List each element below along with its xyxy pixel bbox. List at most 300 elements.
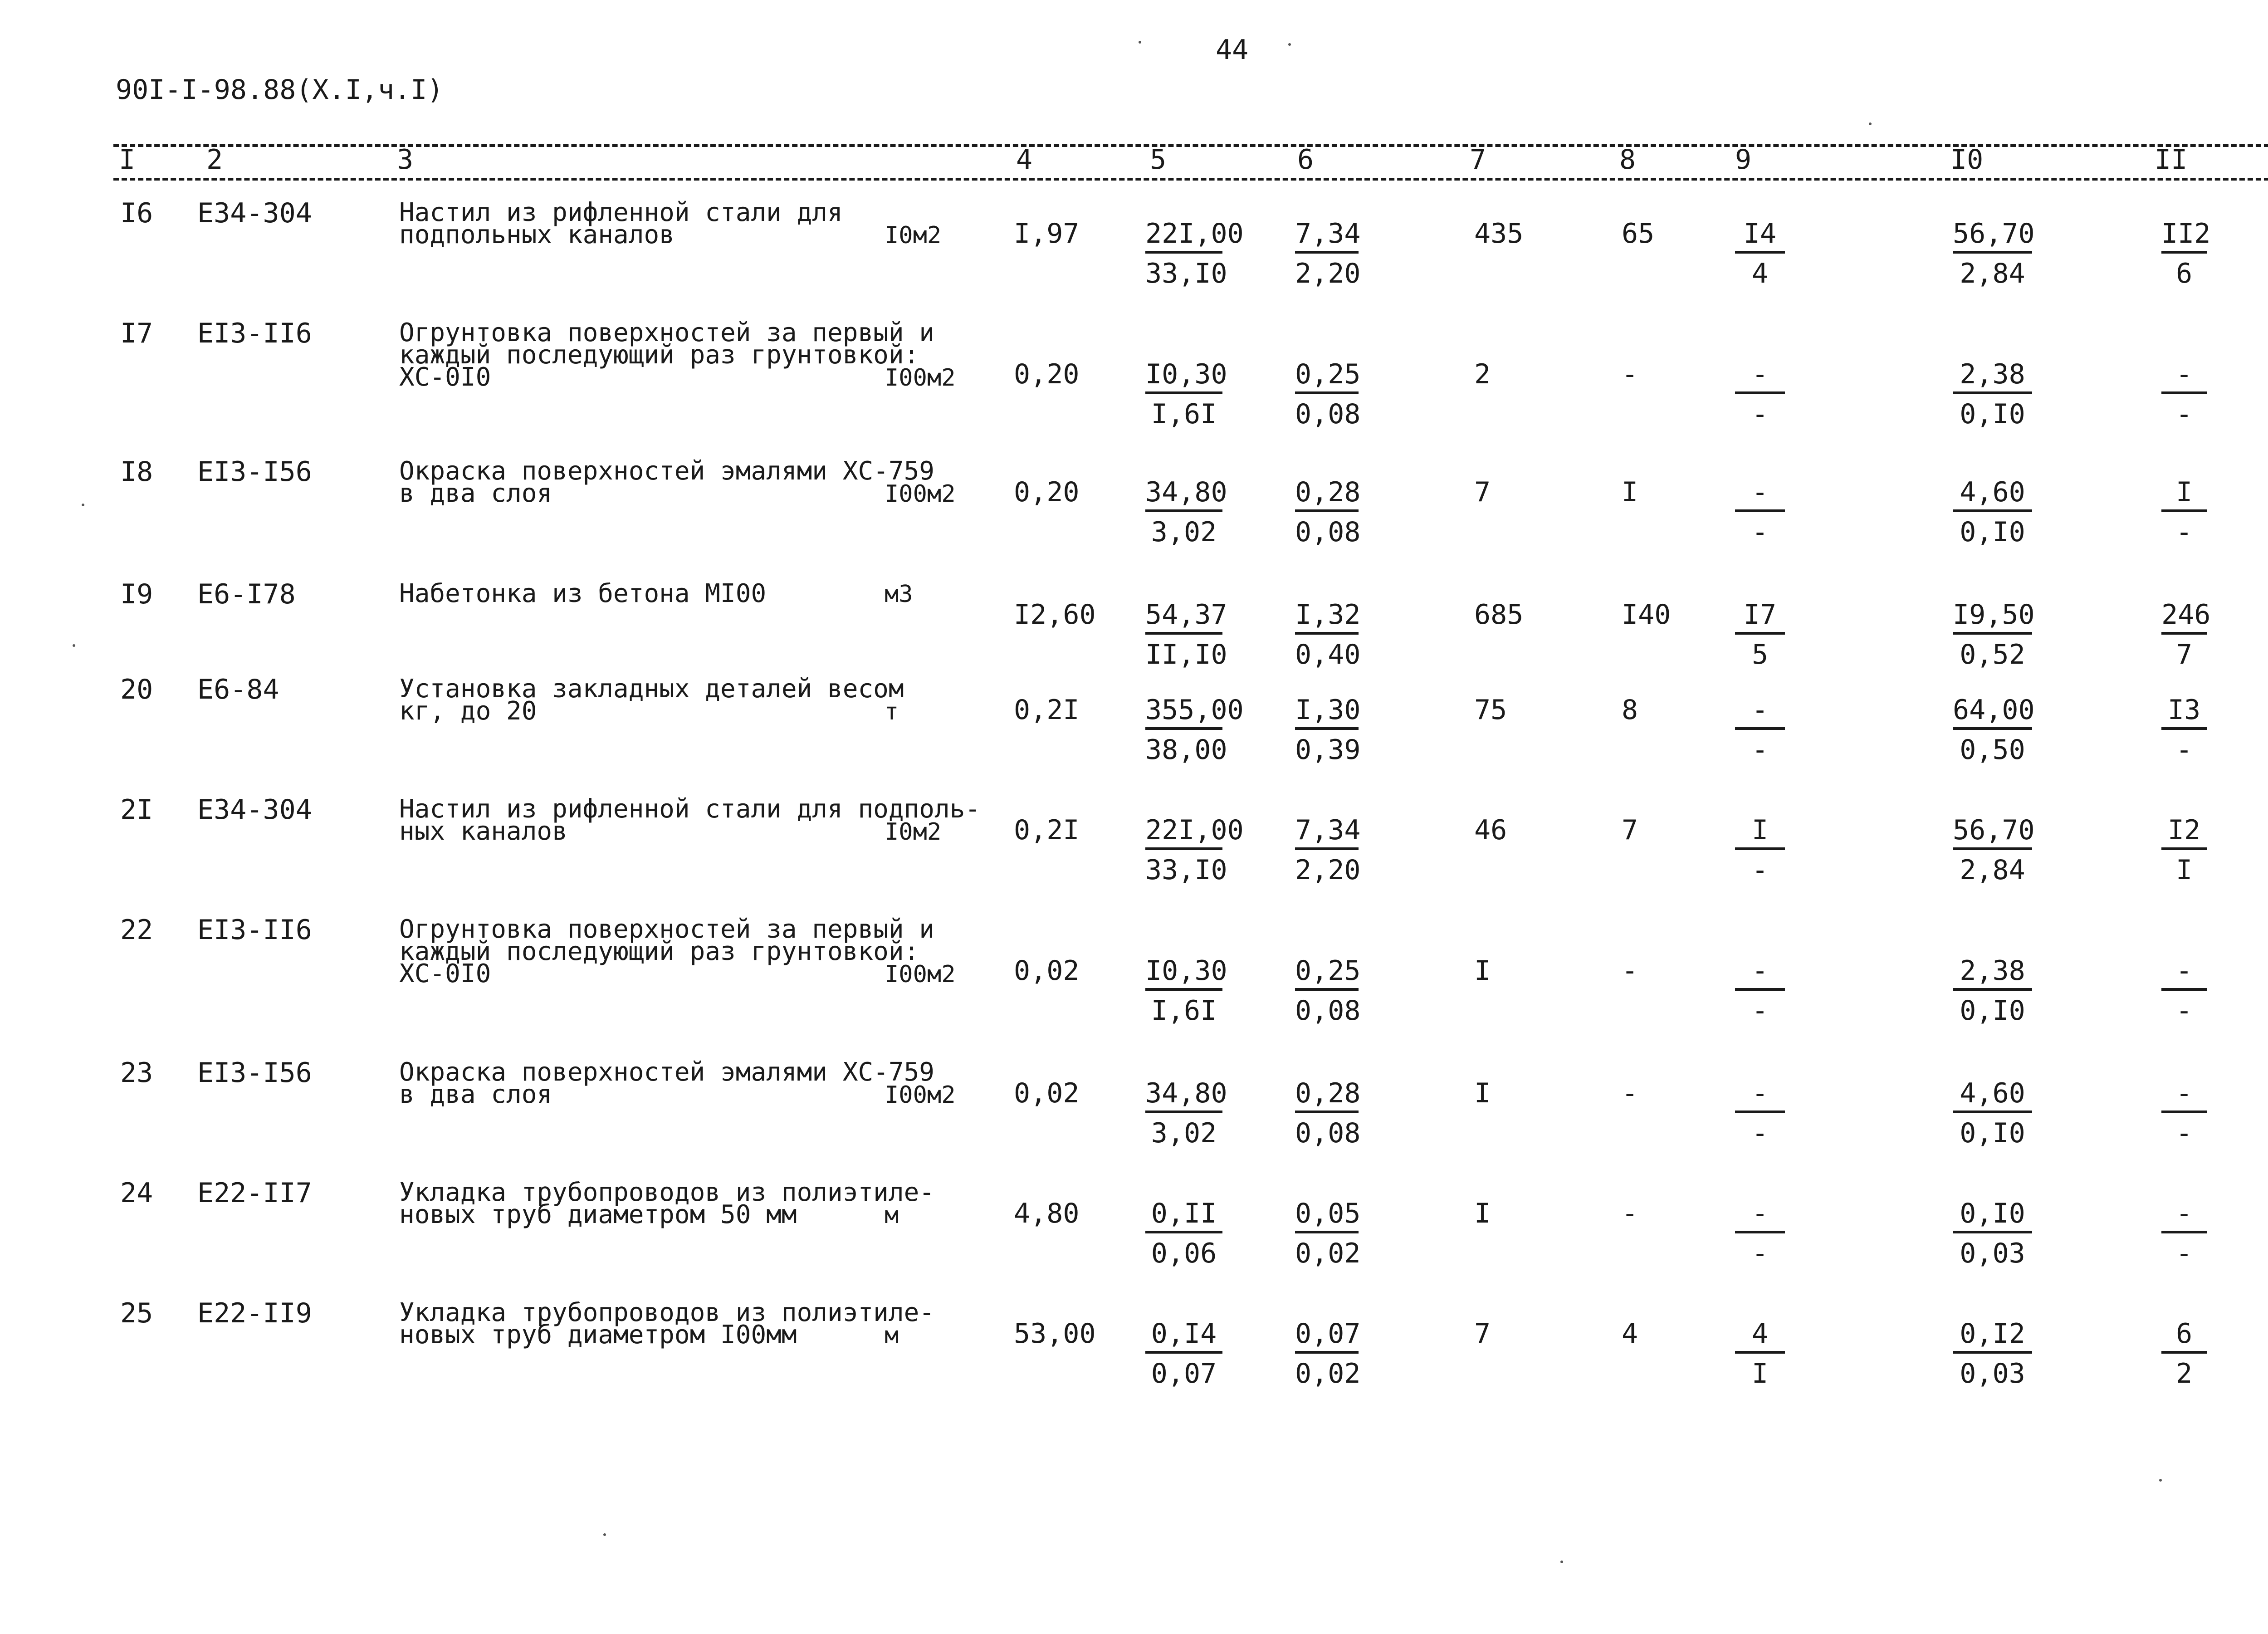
row-number: 20 xyxy=(120,674,153,705)
description-line: в два слоя xyxy=(399,479,552,508)
description-line: Укладка трубопроводов из полиэтиле- xyxy=(399,1178,935,1207)
fraction-denominator: - xyxy=(2175,734,2193,766)
rate-code: E6-84 xyxy=(197,674,279,705)
fraction-numerator: 34,80 xyxy=(1145,476,1227,508)
fraction-bar xyxy=(1295,632,1359,635)
scan-speck xyxy=(603,1533,606,1536)
quantity: 0,20 xyxy=(1014,476,1080,508)
description-line: новых труб диаметром I00мм xyxy=(399,1320,797,1350)
fraction-numerator: 0,28 xyxy=(1295,1077,1361,1109)
fraction-cell-c5 xyxy=(1145,476,1227,548)
unit-of-measure: м xyxy=(885,1202,899,1229)
fraction-bar xyxy=(1735,1111,1785,1113)
fraction-cell-c5 xyxy=(1145,814,1244,886)
scan-speck xyxy=(1288,43,1291,46)
fraction-bar xyxy=(2161,509,2207,512)
fraction-numerator: 4,60 xyxy=(1960,476,2025,508)
description-line: Установка закладных деталей весом xyxy=(399,674,904,704)
scan-speck xyxy=(1560,1561,1563,1563)
work-description xyxy=(399,456,935,508)
fraction-cell-c11 xyxy=(2161,1200,2207,1267)
value-cell-c8: 8 xyxy=(1622,694,1638,726)
fraction-numerator: 56,70 xyxy=(1953,218,2035,250)
fraction-denominator: I xyxy=(2175,854,2193,886)
fraction-cell-c11 xyxy=(2161,694,2207,766)
fraction-numerator: I,30 xyxy=(1295,694,1361,726)
fraction-denominator: 0,06 xyxy=(1151,1238,1217,1269)
fraction-numerator: 22I,00 xyxy=(1145,218,1244,250)
unit-of-measure: I00м2 xyxy=(885,364,956,391)
fraction-cell-c5 xyxy=(1145,1077,1227,1149)
fraction-bar xyxy=(2161,988,2207,991)
fraction-bar xyxy=(1735,391,1785,394)
fraction-bar xyxy=(1295,391,1359,394)
column-header-7: 7 xyxy=(1470,144,1486,176)
work-description xyxy=(399,198,843,250)
fraction-cell-c10 xyxy=(1953,358,2032,430)
fraction-bar xyxy=(2161,847,2207,850)
fraction-bar xyxy=(1735,727,1785,730)
fraction-denominator: - xyxy=(1751,398,1769,430)
unit-of-measure: I00м2 xyxy=(885,480,956,508)
fraction-cell-c6 xyxy=(1295,601,1359,668)
column-header-1: I xyxy=(119,144,136,176)
fraction-cell-c6 xyxy=(1295,814,1361,886)
fraction-numerator: 0,I2 xyxy=(1960,1318,2025,1350)
fraction-cell-c6 xyxy=(1295,358,1361,430)
fraction-numerator: 56,70 xyxy=(1953,814,2035,846)
fraction-denominator: 33,I0 xyxy=(1145,258,1227,289)
value-cell-c8: 65 xyxy=(1622,218,1655,250)
fraction-bar xyxy=(1953,632,2032,635)
description-line: ХС-0I0 xyxy=(399,362,491,392)
fraction-cell-c9 xyxy=(1735,814,1785,886)
fraction-bar xyxy=(1145,251,1222,254)
fraction-bar xyxy=(2161,1111,2207,1113)
fraction-bar xyxy=(2161,251,2207,254)
fraction-cell-c6 xyxy=(1295,955,1361,1027)
fraction-cell-c9 xyxy=(1735,358,1785,430)
fraction-bar xyxy=(1145,1111,1222,1113)
fraction-denominator: I,6I xyxy=(1151,398,1217,430)
fraction-numerator: 0,28 xyxy=(1295,476,1361,508)
fraction-denominator: 2,20 xyxy=(1295,854,1361,886)
value-cell-c8: I xyxy=(1622,476,1638,508)
fraction-bar xyxy=(1953,1111,2032,1113)
fraction-bar xyxy=(2161,391,2207,394)
fraction-cell-c11 xyxy=(2161,955,2207,1027)
fraction-numerator: 355,00 xyxy=(1145,694,1244,726)
description-line: Настил из рифленной стали для подполь- xyxy=(399,794,981,824)
fraction-bar xyxy=(2161,1231,2207,1233)
fraction-denominator: I xyxy=(1751,1358,1769,1389)
fraction-numerator: 0,II xyxy=(1151,1198,1217,1229)
unit-of-measure: I0м2 xyxy=(885,818,942,846)
fraction-bar xyxy=(1735,251,1785,254)
quantity: 0,02 xyxy=(1014,1077,1080,1109)
quantity: 0,2I xyxy=(1014,814,1080,846)
fraction-denominator: - xyxy=(2175,1238,2193,1269)
fraction-denominator: - xyxy=(2175,1117,2193,1149)
fraction-numerator: 246 xyxy=(2161,599,2211,631)
fraction-denominator: 0,02 xyxy=(1295,1238,1361,1269)
fraction-denominator: 2,20 xyxy=(1295,258,1361,289)
fraction-numerator: - xyxy=(2175,1198,2193,1229)
fraction-bar xyxy=(1295,251,1359,254)
value-cell-c7: 46 xyxy=(1474,814,1507,846)
fraction-bar xyxy=(1953,509,2032,512)
value-cell-c7: 435 xyxy=(1474,218,1524,250)
value-cell-c8: I40 xyxy=(1622,599,1671,631)
column-header-8: 8 xyxy=(1619,144,1636,176)
fraction-numerator: - xyxy=(2175,1077,2193,1109)
column-header-4: 4 xyxy=(1016,144,1033,176)
fraction-cell-c11 xyxy=(2161,358,2207,430)
fraction-denominator: - xyxy=(1751,734,1769,766)
unit-of-measure: I00м2 xyxy=(885,961,956,988)
value-cell-c8: 7 xyxy=(1622,814,1638,846)
page-number: 44 xyxy=(1216,34,1249,66)
fraction-bar xyxy=(1735,632,1785,635)
description-line: Укладка трубопроводов из полиэтиле- xyxy=(399,1298,935,1327)
fraction-cell-c10 xyxy=(1953,694,2035,766)
rate-code: EI3-II6 xyxy=(197,914,312,946)
row-number: I6 xyxy=(120,197,153,229)
fraction-bar xyxy=(1295,1351,1359,1354)
fraction-cell-c6 xyxy=(1295,220,1359,287)
fraction-denominator: 0,08 xyxy=(1295,398,1361,430)
fraction-numerator: 7,34 xyxy=(1295,218,1361,250)
fraction-cell-c10 xyxy=(1953,814,2035,886)
fraction-numerator: 64,00 xyxy=(1953,694,2035,726)
description-line: новых труб диаметром 50 мм xyxy=(399,1200,797,1229)
fraction-denominator: 0,08 xyxy=(1295,995,1361,1027)
fraction-cell-c5 xyxy=(1145,599,1227,670)
quantity: 0,20 xyxy=(1014,358,1080,390)
unit-of-measure: м3 xyxy=(885,581,913,608)
work-description xyxy=(399,674,904,726)
fraction-bar xyxy=(1735,1231,1785,1233)
fraction-numerator: 2,38 xyxy=(1960,358,2025,390)
fraction-cell-c10 xyxy=(1953,1320,2032,1387)
fraction-numerator: 22I,00 xyxy=(1145,814,1244,846)
fraction-numerator: I0,30 xyxy=(1145,955,1227,987)
fraction-bar xyxy=(1735,988,1785,991)
fraction-denominator: - xyxy=(2175,398,2193,430)
scan-speck xyxy=(2159,1479,2162,1482)
fraction-numerator: II2 xyxy=(2161,218,2211,250)
fraction-denominator: - xyxy=(1751,1238,1769,1269)
column-header-2: 2 xyxy=(206,144,223,176)
unit-of-measure: I0м2 xyxy=(885,222,942,249)
fraction-cell-c10 xyxy=(1953,1077,2032,1149)
document-code: 90I-I-98.88(X.I,ч.I) xyxy=(116,74,444,106)
quantity: I2,60 xyxy=(1014,599,1096,631)
column-header-10: I0 xyxy=(1950,144,1984,176)
fraction-cell-c9 xyxy=(1735,955,1785,1027)
description-line: каждый последующий раз грунтовкой: xyxy=(399,937,919,966)
description-line: Огрунтовка поверхностей за первый и xyxy=(399,318,935,347)
column-header-5: 5 xyxy=(1150,144,1167,176)
fraction-bar xyxy=(1295,1231,1359,1233)
description-line: Окраска поверхностей эмалями ХС-759 xyxy=(399,456,935,486)
fraction-cell-c11 xyxy=(2161,1320,2207,1387)
fraction-denominator: - xyxy=(1751,516,1769,548)
fraction-cell-c5 xyxy=(1145,218,1244,289)
fraction-bar xyxy=(1953,391,2032,394)
work-description xyxy=(399,318,935,392)
fraction-denominator: 0,40 xyxy=(1295,639,1361,670)
fraction-numerator: 0,05 xyxy=(1295,1198,1361,1229)
quantity: I,97 xyxy=(1014,218,1080,250)
description-line: Набетонка из бетона МI00 xyxy=(399,579,767,608)
header-rule-bottom xyxy=(113,178,2268,181)
fraction-denominator: - xyxy=(2175,516,2193,548)
unit-of-measure: т xyxy=(885,698,899,725)
fraction-denominator: 2 xyxy=(2175,1358,2193,1389)
fraction-bar xyxy=(1145,391,1222,394)
work-description xyxy=(399,915,935,988)
row-number: 2I xyxy=(120,794,153,826)
rate-code: E34-304 xyxy=(197,197,312,229)
work-description xyxy=(399,1057,935,1109)
fraction-numerator: 0,I4 xyxy=(1151,1318,1217,1350)
fraction-bar xyxy=(1953,988,2032,991)
fraction-numerator: 54,37 xyxy=(1145,599,1227,631)
fraction-cell-c5 xyxy=(1145,694,1244,766)
fraction-denominator: - xyxy=(1751,995,1769,1027)
value-cell-c8: - xyxy=(1622,358,1638,390)
value-cell-c8: - xyxy=(1622,1077,1638,1109)
quantity: 4,80 xyxy=(1014,1198,1080,1229)
value-cell-c7: 2 xyxy=(1474,358,1491,390)
fraction-cell-c10 xyxy=(1953,599,2035,670)
value-cell-c8: - xyxy=(1622,955,1638,987)
value-cell-c8: 4 xyxy=(1622,1318,1638,1350)
fraction-denominator: 38,00 xyxy=(1145,734,1227,766)
fraction-denominator: 0,39 xyxy=(1295,734,1361,766)
row-number: I7 xyxy=(120,318,153,349)
rate-code: EI3-I56 xyxy=(197,456,312,488)
fraction-numerator: - xyxy=(1751,955,1769,987)
fraction-bar xyxy=(1295,847,1359,850)
fraction-bar xyxy=(1295,509,1359,512)
description-line: кг, до 20 xyxy=(399,696,537,726)
fraction-bar xyxy=(2161,632,2207,635)
value-cell-c8: - xyxy=(1622,1198,1638,1229)
fraction-denominator: 0,08 xyxy=(1295,1117,1361,1149)
fraction-cell-c9 xyxy=(1735,476,1785,548)
fraction-cell-c5 xyxy=(1145,358,1227,430)
fraction-bar xyxy=(1295,1111,1359,1113)
fraction-denominator: 33,I0 xyxy=(1145,854,1227,886)
fraction-cell-c11 xyxy=(2161,1077,2207,1149)
fraction-bar xyxy=(1953,1231,2032,1233)
fraction-denominator: 3,02 xyxy=(1151,1117,1217,1149)
fraction-numerator: I xyxy=(1751,814,1769,846)
fraction-numerator: 2,38 xyxy=(1960,955,2025,987)
fraction-bar xyxy=(1295,727,1359,730)
fraction-denominator: - xyxy=(1751,854,1769,886)
fraction-bar xyxy=(1953,847,2032,850)
fraction-bar xyxy=(1145,1231,1222,1233)
header-rule-top xyxy=(113,144,2268,147)
description-line: Огрунтовка поверхностей за первый и xyxy=(399,915,935,944)
rate-code: E6-I78 xyxy=(197,578,296,610)
fraction-cell-c9 xyxy=(1735,1077,1785,1149)
rate-code: EI3-I56 xyxy=(197,1057,312,1089)
row-number: I8 xyxy=(120,456,153,488)
fraction-numerator: 34,80 xyxy=(1145,1077,1227,1109)
quantity: 0,02 xyxy=(1014,955,1080,987)
fraction-denominator: 2,84 xyxy=(1960,258,2025,289)
fraction-cell-c6 xyxy=(1295,1320,1359,1387)
fraction-cell-c11 xyxy=(2161,218,2211,289)
value-cell-c7: 7 xyxy=(1474,1318,1491,1350)
fraction-denominator: 7 xyxy=(2175,639,2193,670)
description-line: подпольных каналов xyxy=(399,220,675,250)
fraction-cell-c11 xyxy=(2161,599,2211,670)
fraction-numerator: 6 xyxy=(2175,1318,2193,1350)
work-description xyxy=(399,579,767,608)
column-header-9: 9 xyxy=(1735,144,1752,176)
quantity: 53,00 xyxy=(1014,1318,1096,1350)
fraction-denominator: - xyxy=(1751,1117,1769,1149)
fraction-bar xyxy=(2161,727,2207,730)
value-cell-c7: I xyxy=(1474,1198,1491,1229)
description-line: ХС-0I0 xyxy=(399,959,491,988)
fraction-numerator: - xyxy=(1751,1077,1769,1109)
fraction-denominator: 0,02 xyxy=(1295,1358,1361,1389)
description-line: Настил из рифленной стали для xyxy=(399,198,843,227)
fraction-bar xyxy=(1145,847,1222,850)
fraction-cell-c6 xyxy=(1295,1200,1359,1267)
fraction-numerator: I0,30 xyxy=(1145,358,1227,390)
fraction-cell-c9 xyxy=(1735,220,1785,287)
description-line: ных каналов xyxy=(399,817,567,846)
fraction-cell-c11 xyxy=(2161,814,2207,886)
fraction-numerator: - xyxy=(2175,358,2193,390)
fraction-denominator: 0,52 xyxy=(1960,639,2025,670)
fraction-cell-c6 xyxy=(1295,694,1361,766)
fraction-denominator: 0,08 xyxy=(1295,516,1361,548)
rate-code: E34-304 xyxy=(197,794,312,826)
scan-speck xyxy=(1139,41,1141,44)
fraction-cell-c10 xyxy=(1953,955,2032,1027)
fraction-bar xyxy=(1145,988,1222,991)
fraction-denominator: 2,84 xyxy=(1960,854,2025,886)
description-line: каждый последующий раз грунтовкой: xyxy=(399,340,919,370)
rate-code: EI3-II6 xyxy=(197,318,312,349)
unit-of-measure: м xyxy=(885,1322,899,1349)
fraction-numerator: 7,34 xyxy=(1295,814,1361,846)
scan-speck xyxy=(82,504,84,506)
fraction-cell-c9 xyxy=(1735,1200,1785,1267)
fraction-numerator: - xyxy=(1751,358,1769,390)
row-number: 22 xyxy=(120,914,153,946)
fraction-cell-c5 xyxy=(1145,1320,1222,1387)
row-number: I9 xyxy=(120,578,153,610)
fraction-bar xyxy=(1953,1351,2032,1354)
scan-speck xyxy=(73,644,75,647)
column-header-6: 6 xyxy=(1297,144,1314,176)
fraction-numerator: 0,07 xyxy=(1295,1318,1361,1350)
fraction-denominator: 0,I0 xyxy=(1960,1117,2025,1149)
fraction-bar xyxy=(1735,1351,1785,1354)
fraction-bar xyxy=(1145,1351,1222,1354)
fraction-cell-c10 xyxy=(1953,1200,2032,1267)
work-description xyxy=(399,1298,935,1350)
fraction-numerator: I9,50 xyxy=(1953,599,2035,631)
fraction-numerator: - xyxy=(1751,476,1769,508)
fraction-numerator: - xyxy=(1751,694,1769,726)
fraction-bar xyxy=(1953,251,2032,254)
column-header-3: 3 xyxy=(397,144,414,176)
fraction-denominator: 0,I0 xyxy=(1960,995,2025,1027)
description-line: в два слоя xyxy=(399,1080,552,1109)
fraction-numerator: - xyxy=(2175,955,2193,987)
fraction-denominator: I,6I xyxy=(1151,995,1217,1027)
fraction-bar xyxy=(1295,988,1359,991)
value-cell-c7: I xyxy=(1474,1077,1491,1109)
fraction-bar xyxy=(2161,1351,2207,1354)
work-description xyxy=(399,1178,935,1229)
fraction-cell-c10 xyxy=(1953,476,2032,548)
fraction-denominator: 0,03 xyxy=(1960,1358,2025,1389)
row-number: 25 xyxy=(120,1297,153,1329)
fraction-numerator: 4 xyxy=(1751,1318,1769,1350)
rate-code: E22-II7 xyxy=(197,1177,312,1209)
description-line: Окраска поверхностей эмалями ХС-759 xyxy=(399,1057,935,1087)
fraction-cell-c9 xyxy=(1735,1320,1785,1387)
fraction-numerator: I,32 xyxy=(1295,599,1361,631)
row-number: 24 xyxy=(120,1177,153,1209)
quantity: 0,2I xyxy=(1014,694,1080,726)
unit-of-measure: I00м2 xyxy=(885,1081,956,1109)
fraction-cell-c5 xyxy=(1145,955,1227,1027)
fraction-numerator: I7 xyxy=(1743,599,1777,631)
fraction-bar xyxy=(1145,509,1222,512)
fraction-denominator: 6 xyxy=(2175,258,2193,289)
fraction-numerator: 0,25 xyxy=(1295,955,1361,987)
fraction-denominator: 0,I0 xyxy=(1960,398,2025,430)
fraction-numerator: 0,I0 xyxy=(1960,1198,2025,1229)
fraction-denominator: 0,07 xyxy=(1151,1358,1217,1389)
fraction-bar xyxy=(1145,727,1222,730)
value-cell-c7: 75 xyxy=(1474,694,1507,726)
fraction-numerator: - xyxy=(1751,1198,1769,1229)
fraction-cell-c11 xyxy=(2161,476,2207,548)
fraction-denominator: 0,03 xyxy=(1960,1238,2025,1269)
fraction-numerator: I3 xyxy=(2167,694,2201,726)
row-number: 23 xyxy=(120,1057,153,1089)
fraction-numerator: 0,25 xyxy=(1295,358,1361,390)
fraction-bar xyxy=(1953,727,2032,730)
fraction-denominator: 5 xyxy=(1751,639,1769,670)
fraction-cell-c6 xyxy=(1295,476,1361,548)
value-cell-c7: 7 xyxy=(1474,476,1491,508)
scan-speck xyxy=(1869,122,1872,125)
fraction-cell-c9 xyxy=(1735,694,1785,766)
value-cell-c7: I xyxy=(1474,955,1491,987)
fraction-numerator: I xyxy=(2175,476,2193,508)
fraction-bar xyxy=(1145,632,1222,635)
fraction-cell-c5 xyxy=(1145,1200,1222,1267)
fraction-cell-c9 xyxy=(1735,601,1785,668)
fraction-denominator: 3,02 xyxy=(1151,516,1217,548)
fraction-cell-c10 xyxy=(1953,218,2035,289)
fraction-numerator: I2 xyxy=(2167,814,2201,846)
